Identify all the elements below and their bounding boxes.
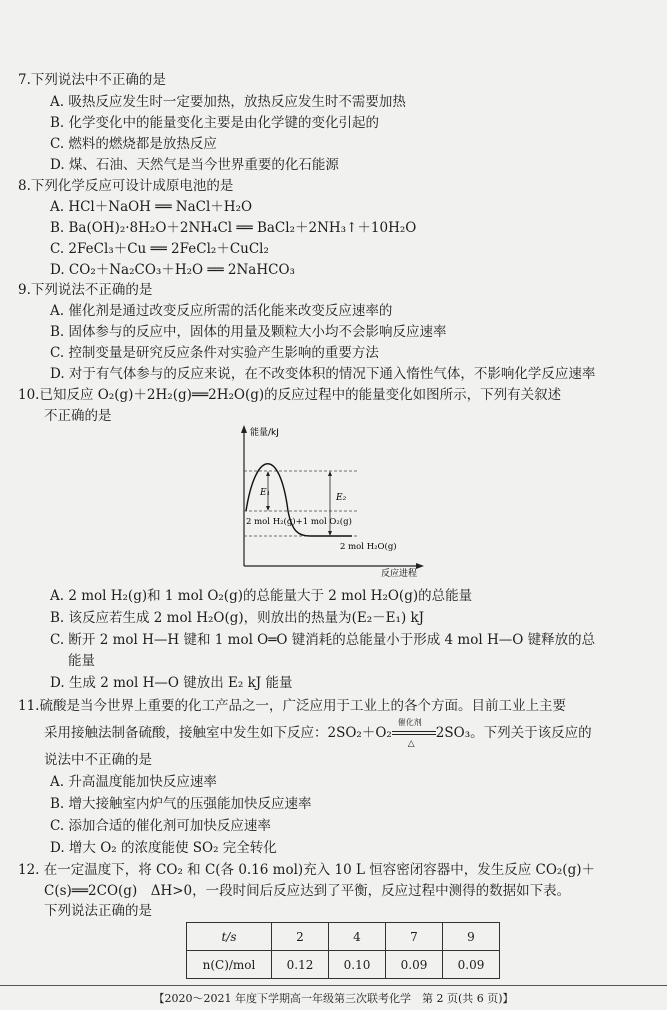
reactants-label: 2 mol H₂(g)+1 mol O₂(g) (246, 517, 352, 527)
reaction-arrow (392, 718, 436, 749)
y-axis-label: 能量/kJ (250, 428, 279, 438)
q8-option-c: C. 2FeCl₃＋Cu ══ 2FeCl₂＋CuCl₂ (50, 241, 269, 257)
q8-option-a: A. HCl＋NaOH ══ NaCl＋H₂O (50, 199, 253, 215)
q7-option-d: D. 煤、石油、天然气是当今世界重要的化石能源 (50, 157, 339, 173)
q9-option-d: D. 对于有气体参与的反应来说，在不改变体积的情况下通入惰性气体，不影响化学反应速率 (50, 366, 596, 382)
table-cell: 0.12 (272, 951, 329, 979)
table-cell: 9 (443, 923, 500, 951)
table-cell: 4 (329, 923, 386, 951)
q12-line1: 12. 在一定温度下，将 CO₂ 和 C(各 0.16 mol)充入 10 L 恒容密闭容器中，发生反应 CO₂(g)＋ (18, 862, 595, 878)
q10-option-d: D. 生成 2 mol H—O 键放出 E₂ kJ 能量 (50, 675, 293, 691)
q7-option-c: C. 燃料的燃烧都是放热反应 (50, 136, 217, 152)
heat-label: △ (407, 739, 415, 749)
q9-option-a: A. 催化剂是通过改变反应所需的活化能来改变反应速率的 (50, 303, 393, 319)
table-row (187, 923, 500, 951)
e2-label: E₂ (336, 493, 347, 503)
table-cell: 0.10 (329, 951, 386, 979)
y-axis-arrow (241, 425, 247, 433)
q9-option-c: C. 控制变量是研究反应条件对实验产生影响的重要方法 (50, 345, 379, 361)
table-cell: n(C)/mol (187, 951, 272, 979)
q11-line1: 11.硫酸是当今世界上重要的化工产品之一，广泛应用于工业上的各个方面。目前工业上主要 (18, 698, 566, 714)
q10-option-a: A. 2 mol H₂(g)和 1 mol O₂(g)的总能量大于 2 mol H₂O(g)的总能量 (50, 588, 473, 604)
q11-option-c: C. 添加合适的催化剂可加快反应速率 (50, 818, 271, 834)
products-label: 2 mol H₂O(g) (340, 542, 397, 552)
q12-line2: C(s)══2CO(g) ΔH>0，一段时间后反应达到了平衡，反应过程中测得的数据如下表。 (44, 883, 571, 899)
q10-stem-line2: 不正确的是 (44, 408, 112, 424)
q7-option-a: A. 吸热反应发生时一定要加热，放热反应发生时不需要加热 (50, 94, 406, 110)
q11-line2-pre: 采用接触法制备硫酸，接触室中发生如下反应：2SO₂＋O₂ (44, 725, 392, 741)
q8-stem: 8.下列化学反应可设计成原电池的是 (18, 178, 234, 194)
table-cell: 7 (386, 923, 443, 951)
q9-option-b: B. 固体参与的反应中，固体的用量及颗粒大小均不会影响反应速率 (50, 324, 447, 340)
q11-line2 (44, 718, 592, 749)
q11-line2-post: 2SO₃。下列关于该反应的 (435, 725, 592, 741)
q11-option-a: A. 升高温度能加快反应速率 (50, 774, 217, 790)
q10-option-c-cont: 能量 (68, 653, 95, 669)
q12-data-table (186, 922, 500, 979)
energy-diagram (228, 423, 428, 578)
q8-option-d: D. CO₂＋Na₂CO₃＋H₂O ══ 2NaHCO₃ (50, 262, 295, 278)
table-row (187, 951, 500, 979)
q11-option-d: D. 增大 O₂ 的浓度能使 SO₂ 完全转化 (50, 840, 277, 856)
table-cell: 2 (272, 923, 329, 951)
q7-stem: 7.下列说法中不正确的是 (18, 72, 166, 88)
q11-line3: 说法中不正确的是 (44, 752, 152, 768)
q12-line3: 下列说法正确的是 (44, 903, 152, 919)
q7-option-b: B. 化学变化中的能量变化主要是由化学键的变化引起的 (50, 115, 380, 131)
q10-stem-line1: 10.已知反应 O₂(g)＋2H₂(g)══2H₂O(g)的反应过程中的能量变化如图所示，下列有关叙述 (18, 387, 562, 403)
q9-stem: 9.下列说法不正确的是 (18, 282, 153, 298)
x-axis-label: 反应进程 (381, 569, 418, 578)
catalyst-label: 催化剂 (397, 718, 422, 727)
x-axis-arrow (416, 563, 424, 569)
q10-option-b: B. 该反应若生成 2 mol H₂O(g)，则放出的热量为(E₂－E₁) kJ (50, 610, 425, 626)
q10-option-c: C. 断开 2 mol H—H 键和 1 mol O═O 键消耗的总能量小于形成 4 mol H—O 键释放的总 (50, 632, 596, 648)
table-cell: t/s (187, 923, 272, 951)
table-cell: 0.09 (386, 951, 443, 979)
table-cell: 0.09 (443, 951, 500, 979)
q11-option-b: B. 增大接触室内炉气的压强能加快反应速率 (50, 796, 312, 812)
e1-label: E₁ (260, 488, 271, 498)
page-footer: 【2020～2021 年度下学期高一年级第三次联考化学 第 2 页(共 6 页)】 (153, 992, 514, 1005)
q8-option-b: B. Ba(OH)₂·8H₂O＋2NH₄Cl ══ BaCl₂＋2NH₃↑＋10H₂O (50, 220, 417, 236)
footer-divider (0, 985, 667, 986)
